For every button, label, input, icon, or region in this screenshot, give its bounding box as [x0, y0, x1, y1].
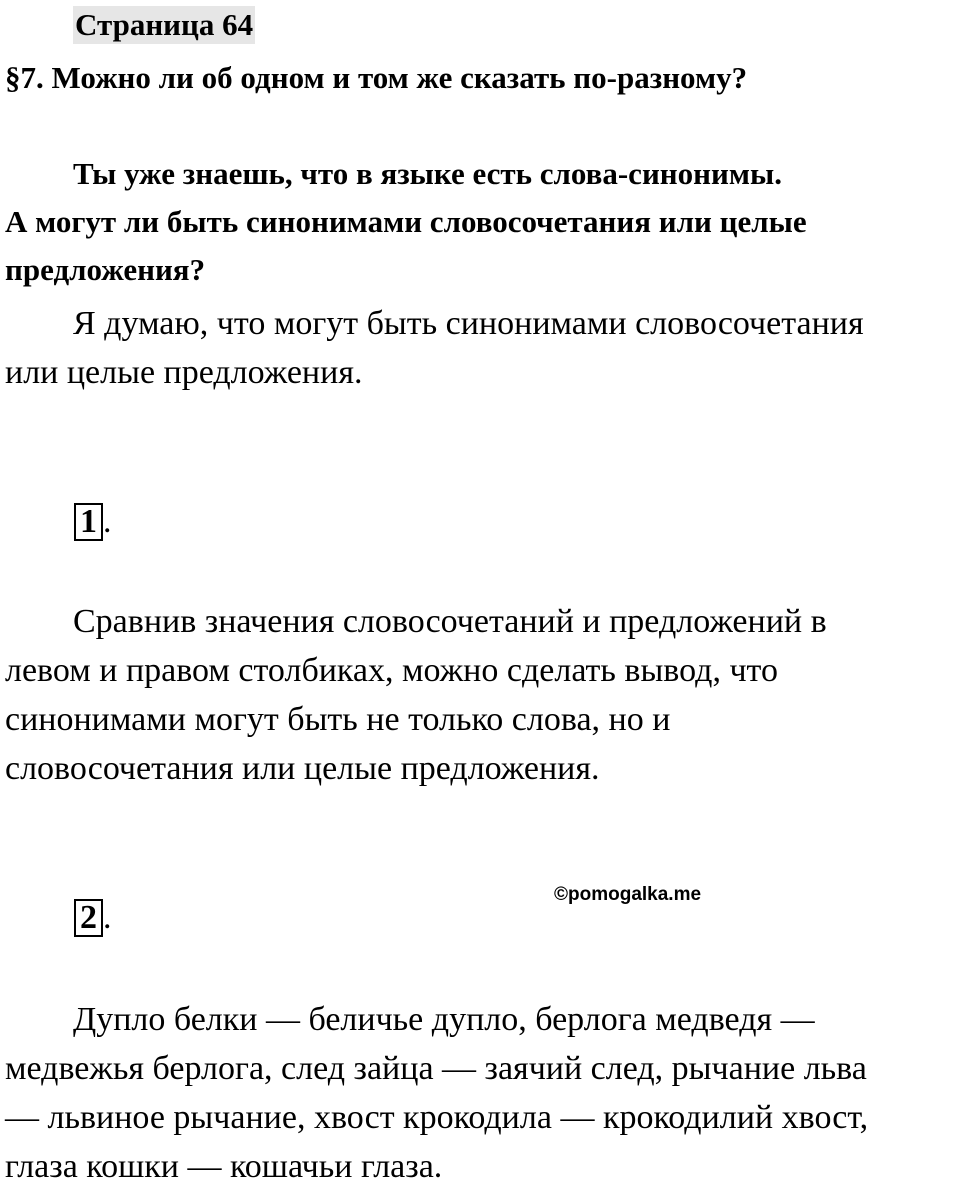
section-title: §7. Можно ли об одном и том же сказать по-разному? [5, 60, 748, 95]
task-number-1 [74, 503, 112, 541]
task-2-line: глаза кошки — кошачьи глаза. [5, 1148, 443, 1185]
task-2-line: — львиное рычание, хвост крокодила — крокодилий хвост, [5, 1099, 869, 1136]
task-2-line: медвежья берлога, след зайца — заячий след, рычание льва [5, 1050, 867, 1087]
task-2-line: Дупло белки — беличье дупло, берлога медведя — [73, 1001, 815, 1038]
task-1-line: словосочетания или целые предложения. [5, 750, 600, 787]
question-line: предложения? [5, 252, 206, 287]
question-line: А могут ли быть синонимами словосочетания или целые [5, 204, 807, 239]
task-number-box: 2 [74, 899, 103, 937]
section-question [5, 150, 960, 294]
task-1-answer [5, 597, 955, 793]
question-line: Ты уже знаешь, что в языке есть слова-синонимы. [73, 156, 782, 191]
watermark: ©pomogalka.me [554, 884, 702, 905]
page-number-label: Страница 64 [75, 7, 254, 42]
task-number-dot: . [103, 503, 112, 540]
answer-paragraph [5, 299, 955, 397]
task-1-line: левом и правом столбиках, можно сделать вывод, что [5, 652, 778, 689]
task-number-box: 1 [74, 503, 103, 541]
task-1-line: Сравнив значения словосочетаний и предложений в [73, 603, 827, 640]
answer-line: или целые предложения. [5, 354, 363, 391]
task-2-answer [5, 995, 955, 1191]
task-number-dot: . [103, 899, 112, 936]
task-number-2 [74, 899, 112, 937]
task-1-line: синонимами могут быть не только слова, но и [5, 701, 671, 738]
answer-line: Я думаю, что могут быть синонимами словосочетания [73, 305, 864, 342]
